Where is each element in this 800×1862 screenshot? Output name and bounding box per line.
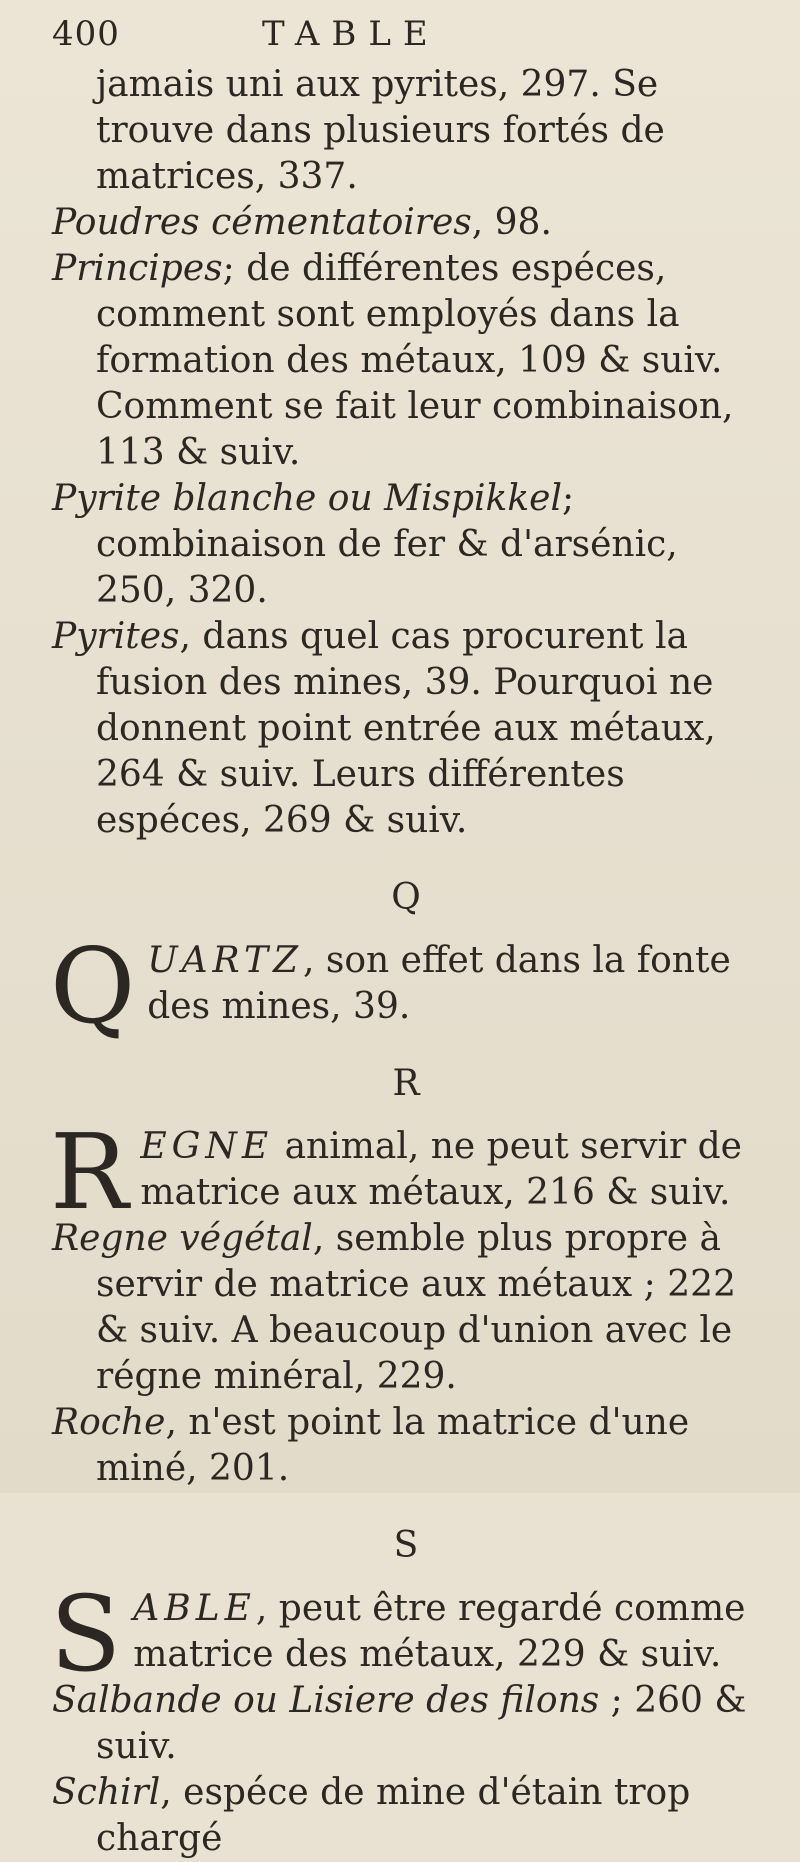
entry-head: Principes xyxy=(52,248,223,289)
index-entry xyxy=(52,246,760,476)
dropcap: R xyxy=(50,1111,129,1233)
entry-head: EGNE xyxy=(140,1126,274,1167)
entry-head: Poudres cémentatoires xyxy=(52,202,472,243)
entry-text: ; 260 & suiv. xyxy=(96,1680,747,1767)
index-entry xyxy=(50,925,760,1047)
entry-text: ; de différentes espéces, comment sont employés dans la formation des métaux, 109 & suiv. Comment se fait leur combinaison, 113 & suiv. xyxy=(96,248,734,473)
index-entry xyxy=(52,614,760,844)
entry-head: Regne végétal xyxy=(52,1218,313,1259)
section-letter-q: Q xyxy=(391,877,421,918)
running-head: TABLE xyxy=(262,14,440,54)
entry-head: UARTZ xyxy=(147,940,303,981)
entry-text: , semble plus propre à servir de matrice aux métaux ; 222 & suiv. A beaucoup d'union avec le régne minéral, 229. xyxy=(96,1218,736,1397)
dropcap: Q xyxy=(50,925,136,1047)
index-entry xyxy=(52,1400,760,1492)
entry-text: , espéce de mine d'étain trop chargé xyxy=(96,1772,691,1859)
entry-head: Roche xyxy=(52,1402,166,1443)
index-entry xyxy=(96,62,760,200)
entry-text: , dans quel cas procurent la fusion des mines, 39. Pourquoi ne donnent point entrée aux métaux, 264 & suiv. Leurs différentes espéces, 269 & suiv. xyxy=(96,616,716,841)
index-entry xyxy=(52,200,760,246)
entry-text: jamais uni aux pyrites, 297. Se trouve dans plusieurs fortés de matrices, 337. xyxy=(96,64,665,197)
entry-head: Pyrite blanche ou Mispikkel xyxy=(52,478,562,519)
entry-text: , n'est point la matrice d'une miné, 201. xyxy=(96,1402,690,1489)
section-letter-r: R xyxy=(392,1063,420,1104)
index-entry xyxy=(52,1216,760,1400)
entry-text: , son effet dans la fonte des mines, 39. xyxy=(147,940,731,1027)
index-entry xyxy=(52,1678,760,1770)
entry-text: ; combinaison de fer & d'arsénic, 250, 320. xyxy=(96,478,678,611)
entry-head: Schirl xyxy=(52,1772,161,1813)
index-entry xyxy=(50,1111,760,1233)
section-letter-s: S xyxy=(393,1525,419,1566)
entry-text: , peut être regardé comme matrice des métaux, 229 & suiv. xyxy=(133,1588,746,1675)
entry-text: , 98. xyxy=(471,202,552,243)
index-entry xyxy=(52,1770,760,1862)
entry-head: Salbande ou Lisiere des filons xyxy=(52,1680,600,1721)
index-entry xyxy=(50,1573,760,1695)
index-entry xyxy=(52,476,760,614)
page-header xyxy=(52,14,760,62)
entry-head: Pyrites xyxy=(52,616,180,657)
dropcap: S xyxy=(50,1573,122,1695)
entry-text: animal, ne peut servir de matrice aux métaux, 216 & suiv. xyxy=(140,1126,742,1213)
entry-head: ABLE xyxy=(133,1588,256,1629)
page-number: 400 xyxy=(52,14,120,54)
